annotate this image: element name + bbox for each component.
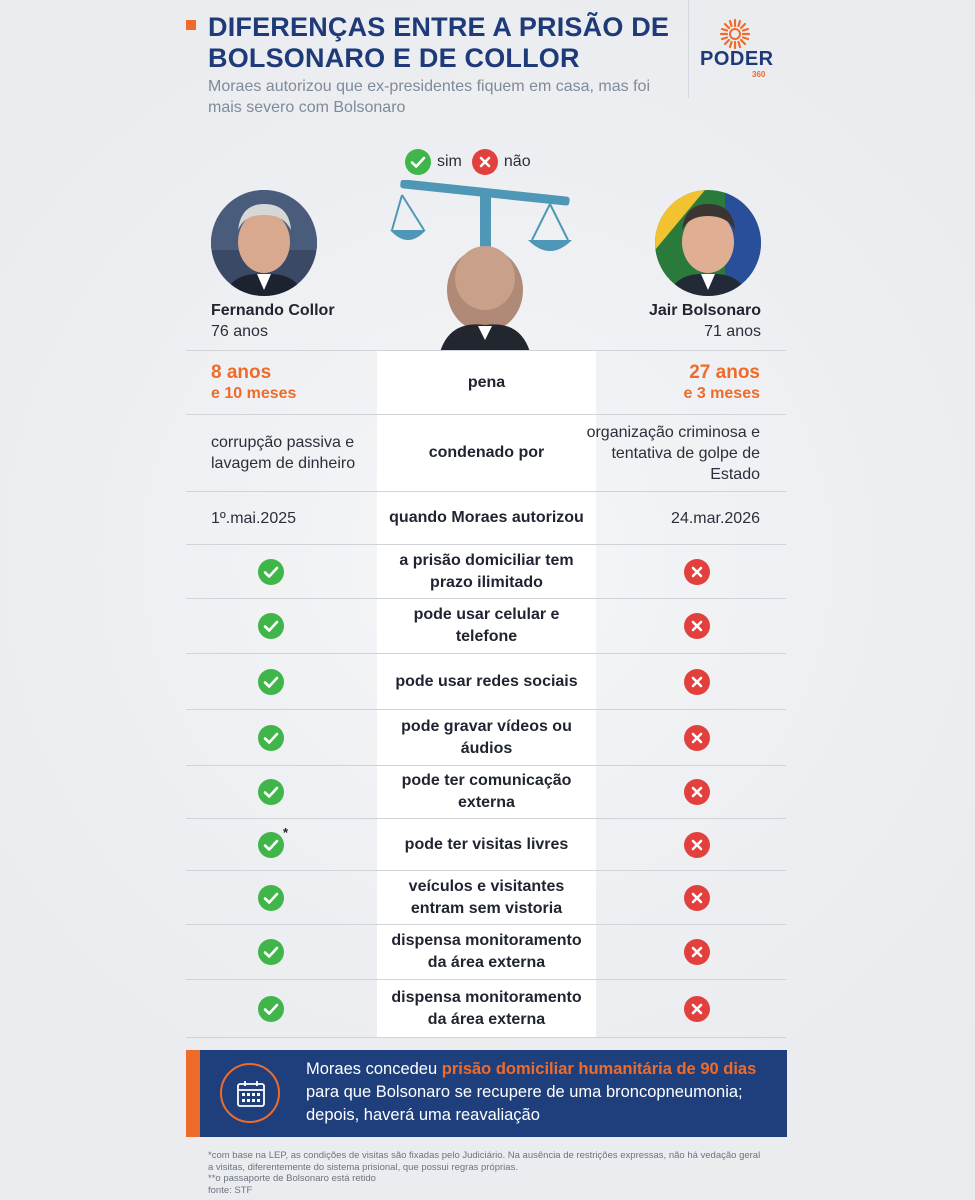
table-row-condenado xyxy=(186,414,786,491)
criterion-label: pode usar redes sociais xyxy=(395,672,578,690)
cross-icon xyxy=(684,885,710,911)
check-icon xyxy=(258,939,284,965)
humanitarian-banner xyxy=(186,1050,787,1137)
table-row xyxy=(186,544,786,598)
table-row xyxy=(186,765,786,818)
table-row-quando xyxy=(186,491,786,544)
logo-wordmark: PODER xyxy=(700,48,774,70)
cross-icon xyxy=(684,559,710,585)
table-row xyxy=(186,709,786,765)
check-icon xyxy=(258,559,284,585)
table-row xyxy=(186,818,786,870)
bolsonaro-pena-sub: e 3 meses xyxy=(683,384,760,402)
source-credit: fonte: STF xyxy=(208,1184,253,1196)
justice-scale-illustration xyxy=(390,180,580,352)
criterion-label: dispensa monitoramento da área externa xyxy=(391,932,582,971)
bolsonaro-pena xyxy=(580,351,760,414)
page-subtitle: Moraes autorizou que ex-presidentes fiquem em casa, mas foi mais severo com Bolsonaro xyxy=(208,78,650,116)
check-icon xyxy=(258,669,284,695)
logo-360: 360 xyxy=(752,70,766,79)
page-title: DIFERENÇAS ENTRE A PRISÃO DE BOLSONARO E DE COLLOR xyxy=(208,12,670,73)
cross-icon xyxy=(684,832,710,858)
legend-yes-label: sim xyxy=(437,153,462,170)
banner-highlight: prisão domiciliar humanitária de 90 dias xyxy=(441,1060,757,1078)
row-label-condenado: condenado por xyxy=(428,444,545,461)
legend-yes xyxy=(405,149,462,175)
cross-icon xyxy=(684,669,710,695)
criterion-label: dispensa monitoramento da área externa xyxy=(391,988,582,1028)
footnotes xyxy=(208,1150,768,1196)
collor-age: 76 anos xyxy=(211,323,268,340)
footnote-passport: **o passaporte de Bolsonaro está retido xyxy=(208,1173,376,1184)
criterion-label: veículos e visitantes entram sem vistoria xyxy=(408,877,565,917)
check-icon xyxy=(258,996,284,1022)
criterion-label: pode ter comunicação externa xyxy=(401,772,572,811)
cross-icon xyxy=(684,779,710,805)
bolsonaro-pena-main: 27 anos xyxy=(689,361,760,383)
collor-pena-sub: e 10 meses xyxy=(211,384,297,402)
criterion-label: pode usar celular e telefone xyxy=(413,606,560,645)
check-icon xyxy=(405,149,431,175)
criterion-label: a prisão domiciliar tem prazo ilimitado xyxy=(399,551,574,591)
collor-crimes: corrupção passiva e lavagem de dinheiro xyxy=(211,434,356,472)
row-label-pena: pena xyxy=(467,373,506,391)
row-label-quando: quando Moraes autorizou xyxy=(389,509,584,526)
banner-text-start: Moraes concedeu xyxy=(306,1060,442,1078)
table-row xyxy=(186,924,786,979)
cross-icon xyxy=(472,149,498,175)
logo-divider xyxy=(688,0,689,98)
footnote-marker: * xyxy=(283,824,289,840)
banner-text-end: para que Bolsonaro se recupere de uma broncopneumonia; depois, haverá uma reavaliação xyxy=(306,1083,743,1124)
bolsonaro-age: 71 anos xyxy=(704,323,761,340)
banner-text xyxy=(306,1058,784,1127)
criterion-label: pode gravar vídeos ou áudios xyxy=(401,717,572,757)
collor-photo xyxy=(211,190,317,296)
calendar-icon xyxy=(220,1063,280,1123)
cross-icon xyxy=(684,613,710,639)
collor-pena-main: 8 anos xyxy=(211,361,272,383)
table-row xyxy=(186,979,786,1037)
cross-icon xyxy=(684,725,710,751)
check-icon xyxy=(258,832,284,858)
check-icon xyxy=(258,779,284,805)
collor-date: 1º.mai.2025 xyxy=(211,509,297,527)
legend-no-label: não xyxy=(503,153,531,170)
poder360-logo xyxy=(700,18,774,88)
bolsonaro-date: 24.mar.2026 xyxy=(671,509,760,527)
legend-no xyxy=(472,149,531,175)
cross-icon xyxy=(684,939,710,965)
cross-icon xyxy=(684,996,710,1022)
collor-pena xyxy=(211,351,391,414)
bolsonaro-crimes: organização criminosa e tentativa de golpe de Estado xyxy=(586,423,760,483)
collor-name: Fernando Collor xyxy=(211,302,335,319)
table-row-pena xyxy=(186,350,786,414)
footnote-visits: *com base na LEP, as condições de visitas são fixadas pelo Judiciário. Na ausência de restrições expressas, não há vedação geral a visitas, diferentemente do sistema prisional, que possui regras próprias. xyxy=(208,1150,761,1173)
table-row xyxy=(186,653,786,709)
check-icon xyxy=(258,885,284,911)
check-icon xyxy=(258,613,284,639)
title-marker xyxy=(186,20,196,30)
table-row xyxy=(186,870,786,924)
criterion-label: pode ter visitas livres xyxy=(404,835,569,853)
bolsonaro-photo xyxy=(655,190,761,296)
check-icon xyxy=(258,725,284,751)
bolsonaro-name: Jair Bolsonaro xyxy=(648,302,761,319)
table-bottom-rule xyxy=(186,1037,786,1038)
sun-logo-icon xyxy=(719,18,751,50)
table-row xyxy=(186,598,786,653)
legend xyxy=(405,148,531,176)
